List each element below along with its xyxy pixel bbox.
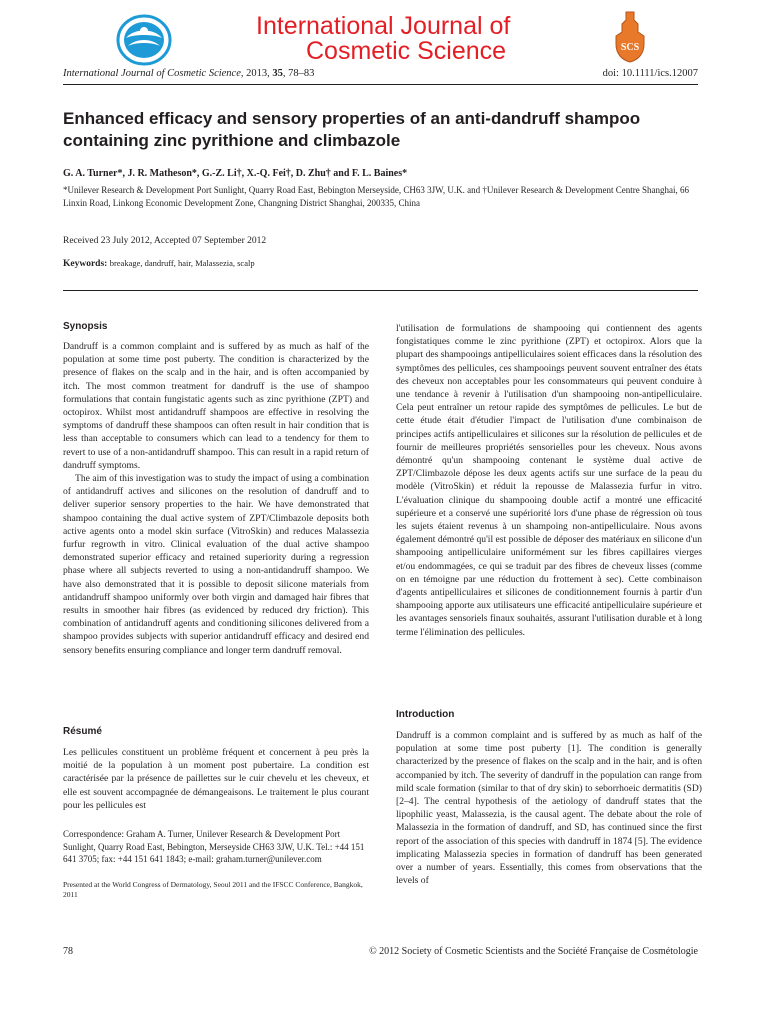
synopsis-heading: Synopsis: [63, 321, 108, 332]
citation-volume: 35: [272, 68, 283, 79]
resume-body-right: [396, 322, 702, 639]
synopsis-paragraph-1: Dandruff is a common complaint and is suffered by as much as half of the population at some time post puberty. The condition is characterized by the presence of flakes on the scalp and in the hair, and is often accompanied by itch. The most common treatment for dandruff is the use of shampoo formulations that contain fungistatic agents such as zinc pyrithione (ZPT) and octopirox. Whilst most antidandruff shampoos are effective in resolving the symptoms of dandruff these shampoos can often result in hair condition that is less than acceptable to consumers which can lead to a tendency for them to revert to use of a non-antidandruff shampoo. This can result in a rapid return of dandruff symptoms.: [63, 341, 369, 471]
keywords: [63, 258, 255, 269]
citation-year: , 2013,: [240, 68, 273, 79]
page-number: 78: [63, 946, 73, 957]
synopsis-body: [63, 340, 369, 657]
copyright-notice: © 2012 Society of Cosmetic Scientists and the Société Française de Cosmétologie: [369, 946, 698, 957]
journal-name-line2: Cosmetic Science: [306, 37, 507, 65]
article-title: Enhanced efficacy and sensory properties of an anti-dandruff shampoo containing zinc pyrithione and climbazole: [63, 109, 641, 150]
resume-body-left: [63, 746, 369, 812]
keywords-label: Keywords:: [63, 259, 108, 269]
title-block-rule: [63, 290, 698, 291]
header-rule: [63, 84, 698, 85]
received-accepted-dates: Received 23 July 2012, Accepted 07 September 2012: [63, 236, 267, 246]
synopsis-paragraph-2: The aim of this investigation was to study the impact of using a combination of antidandruff actives and silicones on the resolution of dandruff and to deliver superior sensory properties to the hair. We have demonstrated that shampoo containing the dual active system of ZPT/Climbazole deposits both active agents onto a model skin surface (VitroSkin) and reduces Malassezia furfur regrowth in vitro. Clinical evaluation of the dual active shampoo demonstrated superior efficacy and retained superiority during a regression phase where all subjects reverted to using a non-antidandruff shampoo. We have also demonstrated that it is possible to deposit silicone materials from antidandruff shampoo uniformly over both virgin and damaged hair fibres that results in smoother hair fibres (as evidenced by reduced dry friction). This combination of antidandruff agents and conditioning silicones delivered from a shampoo provides subjects with superior antidandruff efficacy and desired end sensory benefits ensuring compliance and longer term dandruff removal.: [63, 473, 369, 656]
presented-note: Presented at the World Congress of Dermatology, Seoul 2011 and the IFSCC Conference, Bangkok, 2011: [63, 880, 363, 899]
society-logo-icon: [612, 10, 648, 64]
resume-heading: Résumé: [63, 726, 102, 737]
citation-line: [63, 68, 314, 79]
citation-journal: International Journal of Cosmetic Science: [63, 68, 241, 79]
affiliations: *Unilever Research & Development Port Sunlight, Quarry Road East, Bebington Merseyside, CH63 3JW, U.K. and †Unilever Research & Development Centre Shanghai, 66 Linxin Road, Linkong Economic Development Zone, Changning District Shanghai, 200335, China: [63, 185, 690, 208]
correspondence-note: Correspondence: Graham A. Turner, Unilever Research & Development Port Sunlight, Quarry Road East, Bebington, Merseyside CH63 3JW, U.K. Tel.: +44 151 641 3705; fax: +44 151 641 1843; e-mail: graham.turner@unilever.com: [63, 829, 365, 864]
resume-paragraph-left: Les pellicules constituent un problème fréquent et concernent à peu près la moitié de la population à un moment post pubertaire. La condition est caractérisée par la présence de paillettes sur le cuir chevelu et les cheveux, et elle est souvent accompagnée de démangeaisons. Le traitement le plus courant pour les pellicules est: [63, 747, 369, 811]
journal-logo-icon: [116, 14, 172, 66]
citation-pages: , 78–83: [282, 68, 315, 79]
resume-paragraph-right: l'utilisation de formulations de shampooing qui contiennent des agents fongistatiques comme le zinc pyrithione (ZPT) et octopirox. Alors que la plupart des shampooings antipelliculaires soient efficaces dans la résolution des symptômes des pellicules, ces shampooings peuvent souvent entraîner des états des cheveux non acceptables pour les consommateurs qui peuvent conduire à une tendance à revenir à l'utilisation d'un shampooing non-antipelliculaire. Cela peut entraîner un retour rapide des symptômes de pellicules. Le but de cette étude était d'étudier l'impact de l'utilisation d'une combinaison de principes actifs antipelliculaires et silicones sur la résolution de pellicules et de fournir de meilleures propriétés sensorielles pour les cheveux. Nous avons démontré qu'un shampooing contenant le système dual active de ZPT/Climbazole dépose les deux agents actifs sur une surface de la peau du modèle (VitroSkin) et réduit la repousse de Malassezia furfur in vitro. L'évaluation clinique du shampooing double actif a montré une efficacité supérieure et a conservé une supériorité lors d'une phase de régression où tous les sujets étaient revenus à un shampoing non-antipelliculaire. Nous avons également démontré qu'il est possible de déposer des matériaux en silicone d'un shampooing antipelliculaire uniformément sur les fibres capillaires vierges et/ou endommagées, ce qui se traduit par des fibres de cheveux lisses (comme on en témoigne par une réduction du frottement à sec). Cette combinaison d'agents antipelliculaires et silicones de conditionnement fournis à partir d'un shampooing apporte aux utilisateurs une efficacité antipelliculaire supérieure et les avantages sensoriels finaux souhaités, assurant l'utilisation durable et à long terme l'élimination des pellicules.: [396, 323, 702, 638]
introduction-heading: Introduction: [396, 709, 455, 720]
introduction-body: [396, 729, 702, 887]
introduction-paragraph-1: Dandruff is a common complaint and is suffered by as much as half of the population at some time post puberty [1]. The condition is generally characterized by the presence of flakes on the scalp and in the hair, and is often accompanied by itch. The severity of dandruff in the population can range from mild scale formation (similar to that of dry skin) to seborrhoeic dermatitis (SD) [2–4]. The central hypothesis of the aetiology of dandruff states that the lipophilic yeast, Malassezia, is the causal agent. The debate about the role of Malassezia in the formation of dandruff, and SD, has continued since the first report of the association of this species with dandruff in 1874 [5]. The evidence implicating Malassezia species in formation of dandruff has been generated over a number of years. Essentially, this comes from observations that the levels of: [396, 730, 702, 887]
doi: doi: 10.1111/ics.12007: [602, 68, 698, 79]
authors: G. A. Turner*, J. R. Matheson*, G.-Z. Li†, X.-Q. Fei†, D. Zhu† and F. L. Baines*: [63, 168, 408, 179]
keywords-list: breakage, dandruff, hair, Malassezia, scalp: [109, 258, 255, 268]
journal-name-line1: International Journal of: [256, 12, 511, 40]
society-logo-label: SCS: [620, 42, 640, 53]
